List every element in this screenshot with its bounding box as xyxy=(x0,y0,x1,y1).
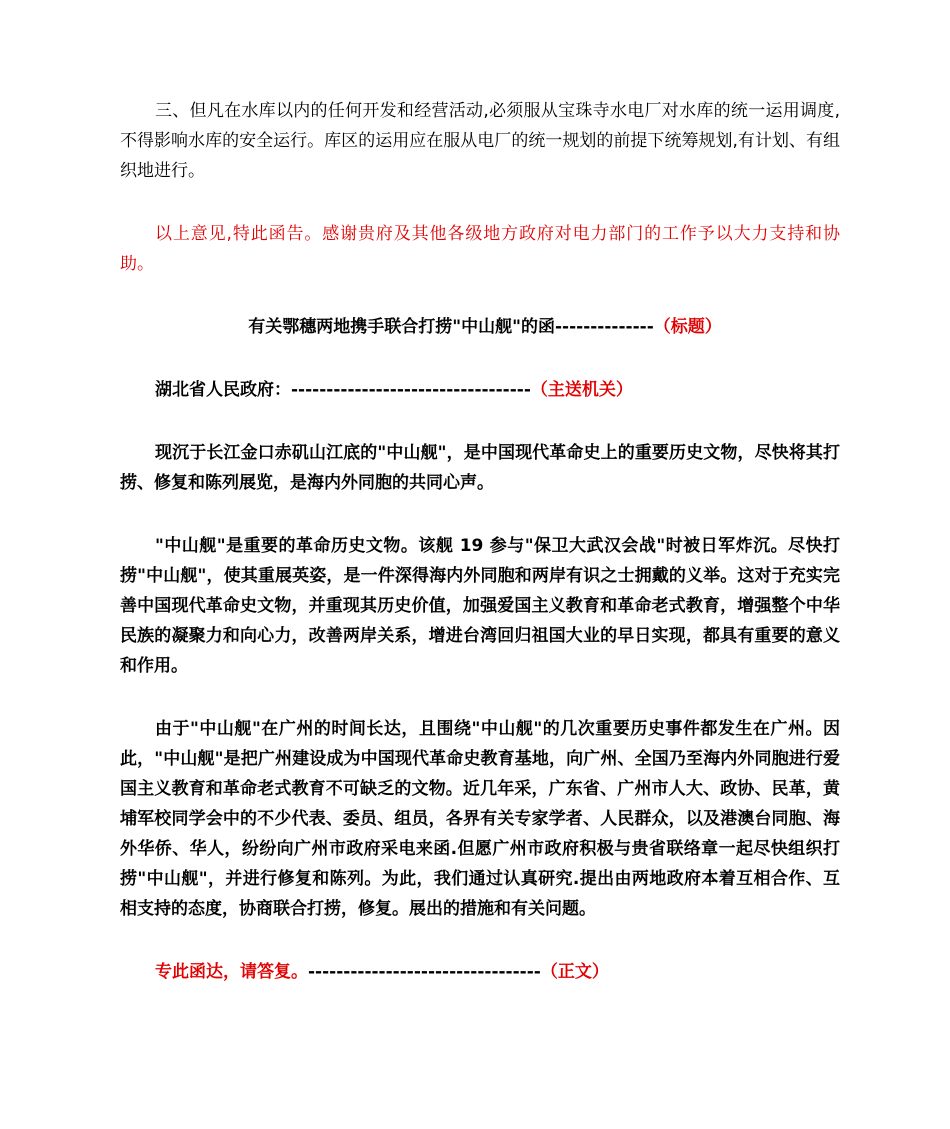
spacer xyxy=(120,498,840,531)
spacer xyxy=(120,405,840,438)
letter-title: 有关鄂穗两地携手联合打捞"中山舰"的函 xyxy=(248,317,555,337)
spacer xyxy=(120,924,840,957)
recipient-dashes: ---------------------------------- xyxy=(291,380,531,400)
body-paragraph-2: "中山舰"是重要的革命历史文物。该舰 19 参与"保卫大武汉会战"时被日军炸沉。尽快打捞"中山舰"，使其重展英姿，是一件深得海内外同胞和两岸有识之士拥戴的义举。这对于充实完善中国现代革命史文物，并重现其历史价值，加强爱国主义教育和革命老式教育，增强整个中华民族的凝聚力和向心力，改善两岸关系，增进台湾回归祖国大业的早日实现，都具有重要的意义和作用。 xyxy=(120,536,840,676)
spacer xyxy=(120,186,840,219)
spacer xyxy=(120,279,840,312)
letter-title-line xyxy=(120,312,840,342)
title-note: （标题） xyxy=(653,317,722,337)
body-paragraph-1: 现沉于长江金口赤矶山江底的"中山舰"，是中国现代革命史上的重要历史文物，尽快将其打捞、修复和陈列展览，是海内外同胞的共同心声。 xyxy=(120,443,840,493)
ending-dashes: --------------------------------- xyxy=(308,962,541,982)
ending-text: 专此函达，请答复。 xyxy=(155,962,308,982)
title-dashes: -------------- xyxy=(554,317,654,337)
spacer xyxy=(120,681,840,714)
closing-paragraph: 以上意见,特此函告。感谢贵府及其他各级地方政府对电力部门的工作予以大力支持和协助。 xyxy=(120,224,840,274)
ending-line xyxy=(120,957,840,987)
ending-note: （正文） xyxy=(540,962,609,982)
body-paragraph-3: 由于"中山舰"在广州的时间长达，且围绕"中山舰"的几次重要历史事件都发生在广州。因此，"中山舰"是把广州建设成为中国现代革命史教育基地，向广州、全国乃至海内外同胞进行爱国主义教育和革命老式教育不可缺乏的文物。近几年采，广东省、广州市人大、政协、民革，黄埔军校同学会中的不少代表、委员、组员，各界有关专家学者、人民群众，以及港澳台同胞、海外华侨、华人，纷纷向广州市政府采电来函.但愿广州市政府积极与贵省联络章一起尽快组织打捞"中山舰"，并进行修复和陈列。为此，我们通过认真研究.提出由两地政府本着互相合作、互相支持的态度，协商联合打捞，修复。展出的措施和有关问题。 xyxy=(120,719,840,919)
paragraph-item-3: 三、但凡在水库以内的任何开发和经营活动,必须服从宝珠寺水电厂对水库的统一运用调度,不得影响水库的安全运行。库区的运用应在服从电厂的统一规划的前提下统筹规划,有计划、有组织地进行。 xyxy=(120,101,840,181)
recipient-note: （主送机关） xyxy=(530,380,633,400)
recipient-line xyxy=(120,375,840,405)
recipient: 湖北省人民政府： xyxy=(155,380,291,400)
spacer xyxy=(120,342,840,375)
